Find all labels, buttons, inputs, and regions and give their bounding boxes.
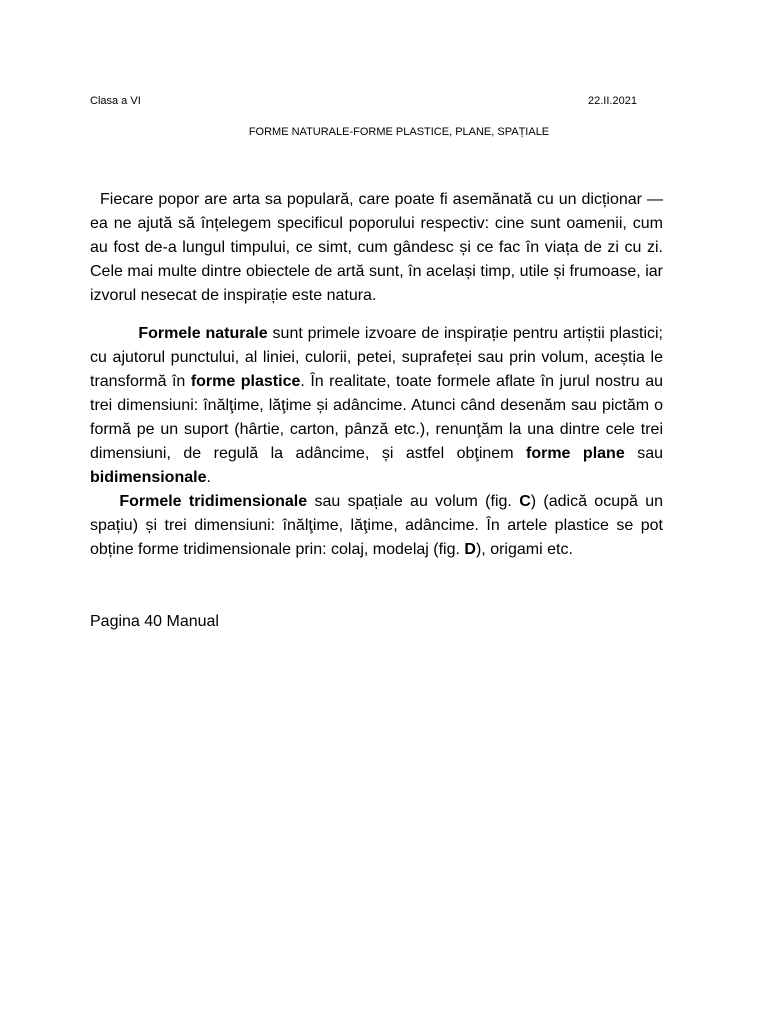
- paragraph-3d-forms: [90, 490, 663, 562]
- paragraph-text: . În realitate, toate formele aflate în jurul nostru au trei dimensiuni: înălţime, lăţime și adâncime. Atunci când desenăm sau pictăm o formă pe un suport (hârtie, carton, pânză etc.), renunţăm la una dintre cele trei dimensiuni, de regulă la adâncime, și astfel obţinem: [90, 373, 663, 462]
- term-plane-forms: forme plane: [526, 445, 625, 462]
- paragraph-natural-forms: [90, 322, 663, 490]
- date-label: 22.II.2021: [588, 95, 637, 107]
- paragraph-intro: Fiecare popor are arta sa populară, care poate fi asemănată cu un dicționar — ea ne ajută să înțelegem specificul poporului respectiv: cine sunt oamenii, cum au fost de-a lungul timpului, ce simt, cum gândesc și ce fac în viața de zi cu zi. Cele mai multe dintre obiectele de artă sunt, în același timp, utile și frumoase, iar izvorul nesecat de inspirație este natura.: [90, 191, 663, 304]
- paragraph-text: sau spațiale au volum (fig.: [307, 493, 520, 510]
- figure-ref-c: C: [519, 493, 531, 510]
- term-bidimensional: bidimensionale: [90, 469, 207, 486]
- document-title: FORME NATURALE-FORME PLASTICE, PLANE, SPAȚIALE: [248, 126, 550, 138]
- paragraph-text: ) (adică ocupă un spațiu) și trei dimensiuni: înălţime, lăţime, adâncime. În artele plastice se pot obține forme tridimensionale prin: colaj, modelaj (fig.: [90, 493, 664, 558]
- manual-page-reference: Pagina 40 Manual: [90, 613, 219, 630]
- term-3d-forms: Formele tridimensionale: [119, 493, 308, 510]
- term-natural-forms: Formele naturale: [138, 325, 268, 342]
- paragraph-text: sunt primele izvoare de inspirație pentru artiștii plastici; cu ajutorul punctului, al liniei, culorii, petei, suprafeței sau prin volum, aceștia le transformă în: [90, 325, 664, 390]
- figure-ref-d: D: [464, 541, 476, 558]
- indent: [90, 493, 119, 510]
- paragraph-text: sau: [624, 445, 663, 462]
- term-plastic-forms: forme plastice: [190, 373, 301, 390]
- class-label: Clasa a VI: [90, 95, 141, 107]
- paragraph-text: ), origami etc.: [475, 541, 573, 558]
- paragraph-text: .: [206, 469, 211, 486]
- indent: [90, 325, 138, 342]
